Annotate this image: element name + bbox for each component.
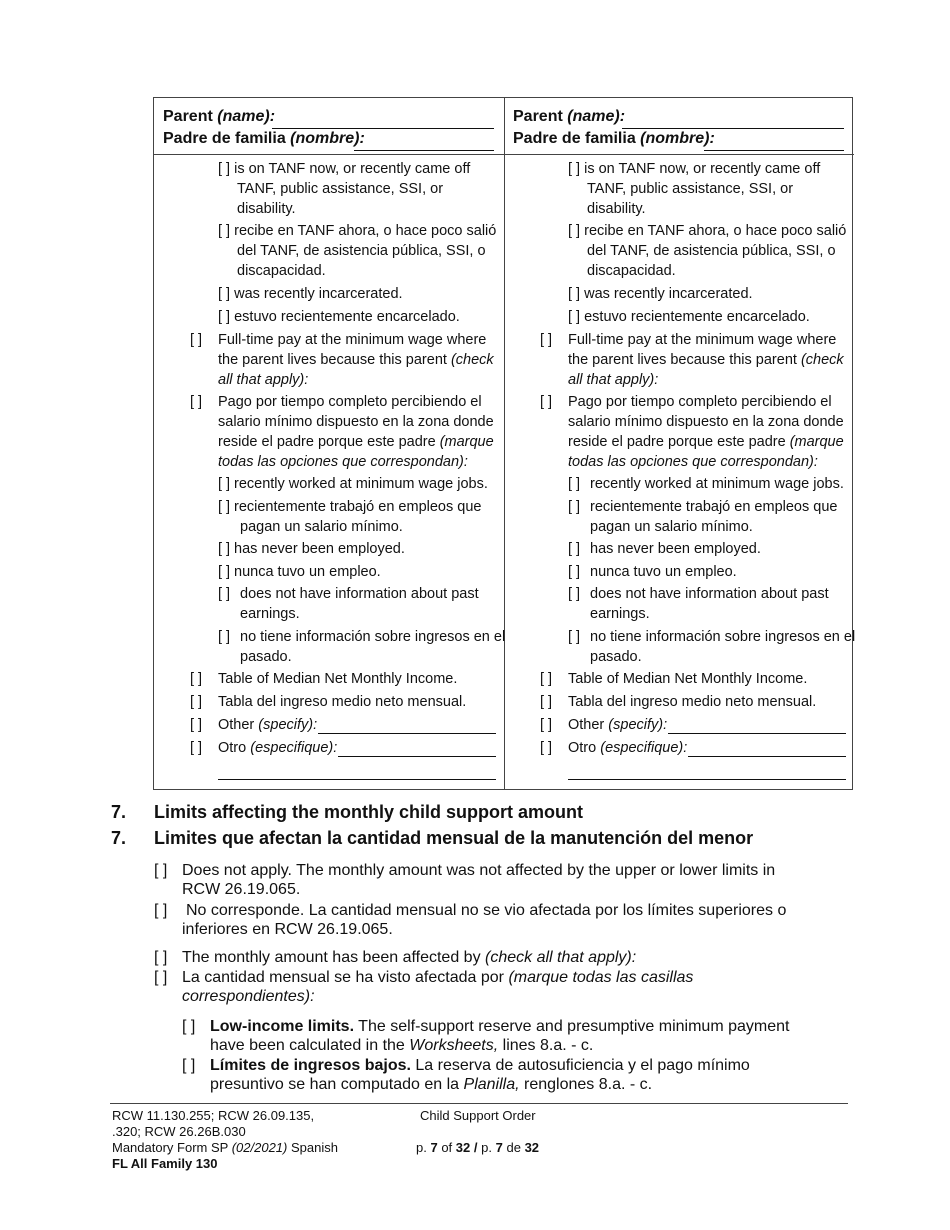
checkbox-table-es[interactable]: [ ] — [190, 694, 203, 710]
checkbox-table-en[interactable]: [ ] — [190, 671, 203, 687]
checkbox-noinfo-en[interactable]: [ ] — [218, 586, 231, 602]
text-line: the parent lives because this parent (check — [218, 352, 494, 368]
checkbox-never-es[interactable]: [ ] — [218, 564, 231, 580]
other-specify-field[interactable] — [668, 733, 846, 734]
text-line: del TANF, de asistencia pública, SSI, o — [587, 243, 836, 259]
text-line: pasado. — [240, 649, 292, 665]
footer-form-code: FL All Family 130 — [112, 1156, 218, 1171]
checkbox-not-apply-en[interactable]: [ ] — [154, 862, 168, 879]
text-line: discapacidad. — [587, 263, 676, 279]
text-line: nunca tuvo un empleo. — [590, 564, 737, 580]
checkbox-low-income-en[interactable]: [ ] — [182, 1018, 196, 1035]
text-line: recently worked at minimum wage jobs. — [590, 476, 844, 492]
checkbox-incarcerated-en[interactable]: [ ] was recently incarcerated. — [218, 286, 403, 302]
text-line: recientemente trabajó en empleos que — [234, 499, 482, 515]
text-line: does not have information about past — [240, 586, 479, 602]
footer-doc-title: Child Support Order — [420, 1108, 536, 1123]
text-line: salario mínimo dispuesto en la zona donde — [568, 414, 844, 430]
footer-page-number: p. 7 of 32 / p. 7 de 32 — [416, 1140, 540, 1155]
text-line: the parent lives because this parent (check — [568, 352, 844, 368]
checkbox-table-en[interactable]: [ ] — [540, 671, 553, 687]
text-line: discapacidad. — [237, 263, 326, 279]
padre-name-field[interactable] — [704, 150, 844, 151]
parent-name-field[interactable] — [272, 128, 494, 129]
text-line: todas las opciones que correspondan): — [218, 454, 468, 470]
text-line: Otro (especifique): — [568, 740, 688, 756]
checkbox-min-wage-en[interactable]: [ ] — [540, 332, 553, 348]
padre-name-label: Padre de familia (nombre): — [513, 130, 715, 147]
text-line: no tiene información sobre ingresos en el — [240, 629, 506, 645]
text-line: Tabla del ingreso medio neto mensual. — [218, 694, 467, 710]
text-line: recientemente trabajó en empleos que — [590, 499, 838, 515]
padre-name-field[interactable] — [354, 150, 494, 151]
text-line: Pago por tiempo completo percibiendo el — [218, 394, 482, 410]
checkbox-never-es[interactable]: [ ] — [568, 564, 581, 580]
text-line: Full-time pay at the minimum wage where — [568, 332, 837, 348]
checkbox-worked-es[interactable]: [ ] — [568, 499, 581, 515]
text-line: inferiores en RCW 26.19.065. — [182, 921, 393, 938]
other-continuation-field[interactable] — [218, 779, 496, 780]
text-line: nunca tuvo un empleo. — [234, 564, 381, 580]
other-specify-field[interactable] — [318, 733, 496, 734]
text-line: salario mínimo dispuesto en la zona donde — [218, 414, 494, 430]
checkbox-noinfo-es[interactable]: [ ] — [218, 629, 231, 645]
checkbox-min-wage-es[interactable]: [ ] — [540, 394, 553, 410]
checkbox-noinfo-es[interactable]: [ ] — [568, 629, 581, 645]
text-line: all that apply): — [568, 372, 659, 388]
text-line: Table of Median Net Monthly Income. — [568, 671, 808, 687]
text-line: Límites de ingresos bajos. La reserva de autosuficiencia y el pago mínimo — [210, 1057, 750, 1074]
text-line: Pago por tiempo completo percibiendo el — [568, 394, 832, 410]
text-line: no tiene información sobre ingresos en el — [590, 629, 856, 645]
parent-column-left — [154, 98, 505, 789]
checkbox-not-apply-es[interactable]: [ ] — [154, 902, 168, 919]
otro-especifique-field[interactable] — [338, 756, 496, 757]
checkbox-tanf-en[interactable]: [ ] is on TANF now, or recently came off — [218, 161, 471, 177]
footer-rcw: RCW 11.130.255; RCW 26.09.135, — [112, 1108, 315, 1123]
parent-name-label: Parent (name): — [513, 108, 626, 125]
footer-rcw-cont: .320; RCW 26.26B.030 — [112, 1124, 246, 1139]
checkbox-worked-en[interactable]: [ ] — [568, 476, 581, 492]
column-header — [154, 98, 504, 155]
checkbox-incarcerated-en[interactable]: [ ] was recently incarcerated. — [568, 286, 753, 302]
checkbox-table-es[interactable]: [ ] — [540, 694, 553, 710]
text-line: Other (specify): — [218, 717, 318, 733]
text-line: presuntivo se han computado en la Planilla, renglones 8.a. - c. — [210, 1076, 653, 1093]
padre-name-label: Padre de familia (nombre): — [163, 130, 365, 147]
checkbox-tanf-es[interactable]: [ ] recibe en TANF ahora, o hace poco salió — [218, 223, 497, 239]
checkbox-never-en[interactable]: [ ] — [568, 541, 581, 557]
text-line: disability. — [587, 201, 646, 217]
text-line: does not have information about past — [590, 586, 829, 602]
checkbox-other-es[interactable]: [ ] — [540, 740, 553, 756]
text-line: TANF, public assistance, SSI, or — [587, 181, 794, 197]
section-7-heading-en: 7. Limits affecting the monthly child support amount — [111, 802, 584, 822]
checkbox-affected-en[interactable]: [ ] — [154, 949, 168, 966]
parent-name-field[interactable] — [622, 128, 844, 129]
checkbox-other-en[interactable]: [ ] — [540, 717, 553, 733]
footer-form: Mandatory Form SP (02/2021) Spanish — [112, 1140, 338, 1155]
text-line: has never been employed. — [234, 541, 405, 557]
section-7-heading-es: 7. Limites que afectan la cantidad mensual de la manutención del menor — [111, 828, 754, 848]
text-line: pagan un salario mínimo. — [240, 519, 403, 535]
text-line: disability. — [237, 201, 296, 217]
text-line: del TANF, de asistencia pública, SSI, o — [237, 243, 486, 259]
checkbox-min-wage-es[interactable]: [ ] — [190, 394, 203, 410]
text-line: Table of Median Net Monthly Income. — [218, 671, 458, 687]
text-line: correspondientes): — [182, 988, 315, 1005]
text-line: earnings. — [590, 606, 650, 622]
text-line: reside el padre porque este padre (marque — [568, 434, 844, 450]
text-line: have been calculated in the Worksheets, lines 8.a. - c. — [210, 1037, 594, 1054]
text-line: TANF, public assistance, SSI, or — [237, 181, 444, 197]
checkbox-worked-en[interactable]: [ ] — [218, 476, 231, 492]
checkbox-other-es[interactable]: [ ] — [190, 740, 203, 756]
text-line: Other (specify): — [568, 717, 668, 733]
checkbox-tanf-es[interactable]: [ ] recibe en TANF ahora, o hace poco salió — [568, 223, 847, 239]
otro-especifique-field[interactable] — [688, 756, 846, 757]
text-line: has never been employed. — [590, 541, 761, 557]
checkbox-min-wage-en[interactable]: [ ] — [190, 332, 203, 348]
text-line: recently worked at minimum wage jobs. — [234, 476, 488, 492]
text-line: La cantidad mensual se ha visto afectada por (marque todas las casillas — [182, 969, 694, 986]
checkbox-incarcerated-es[interactable]: [ ] estuvo recientemente encarcelado. — [568, 309, 810, 325]
parent-table — [153, 97, 856, 790]
column-header — [504, 98, 854, 155]
text-line: The monthly amount has been affected by (check all that apply): — [182, 949, 637, 966]
text-line: todas las opciones que correspondan): — [568, 454, 818, 470]
checkbox-tanf-en[interactable]: [ ] is on TANF now, or recently came off — [568, 161, 821, 177]
checkbox-other-en[interactable]: [ ] — [190, 717, 203, 733]
text-line: all that apply): — [218, 372, 309, 388]
text-line: reside el padre porque este padre (marque — [218, 434, 494, 450]
text-line: Tabla del ingreso medio neto mensual. — [568, 694, 817, 710]
text-line: pagan un salario mínimo. — [590, 519, 753, 535]
checkbox-incarcerated-es[interactable]: [ ] estuvo recientemente encarcelado. — [218, 309, 460, 325]
text-line: Otro (especifique): — [218, 740, 338, 756]
checkbox-affected-es[interactable]: [ ] — [154, 969, 168, 986]
text-line: RCW 26.19.065. — [182, 881, 301, 898]
checkbox-noinfo-en[interactable]: [ ] — [568, 586, 581, 602]
parent-name-label: Parent (name): — [163, 108, 276, 125]
text-line: Low-income limits. The self-support reserve and presumptive minimum payment — [210, 1018, 790, 1035]
checkbox-low-income-es[interactable]: [ ] — [182, 1057, 196, 1074]
checkbox-never-en[interactable]: [ ] — [218, 541, 231, 557]
text-line: pasado. — [590, 649, 642, 665]
text-line: Does not apply. The monthly amount was not affected by the upper or lower limits in — [182, 862, 776, 879]
parent-column-right — [504, 98, 854, 789]
footer-divider — [110, 1103, 848, 1104]
text-line: earnings. — [240, 606, 300, 622]
text-line: No corresponde. La cantidad mensual no se vio afectada por los límites superiores o — [186, 902, 787, 919]
text-line: Full-time pay at the minimum wage where — [218, 332, 487, 348]
checkbox-worked-es[interactable]: [ ] — [218, 499, 231, 515]
other-continuation-field[interactable] — [568, 779, 846, 780]
